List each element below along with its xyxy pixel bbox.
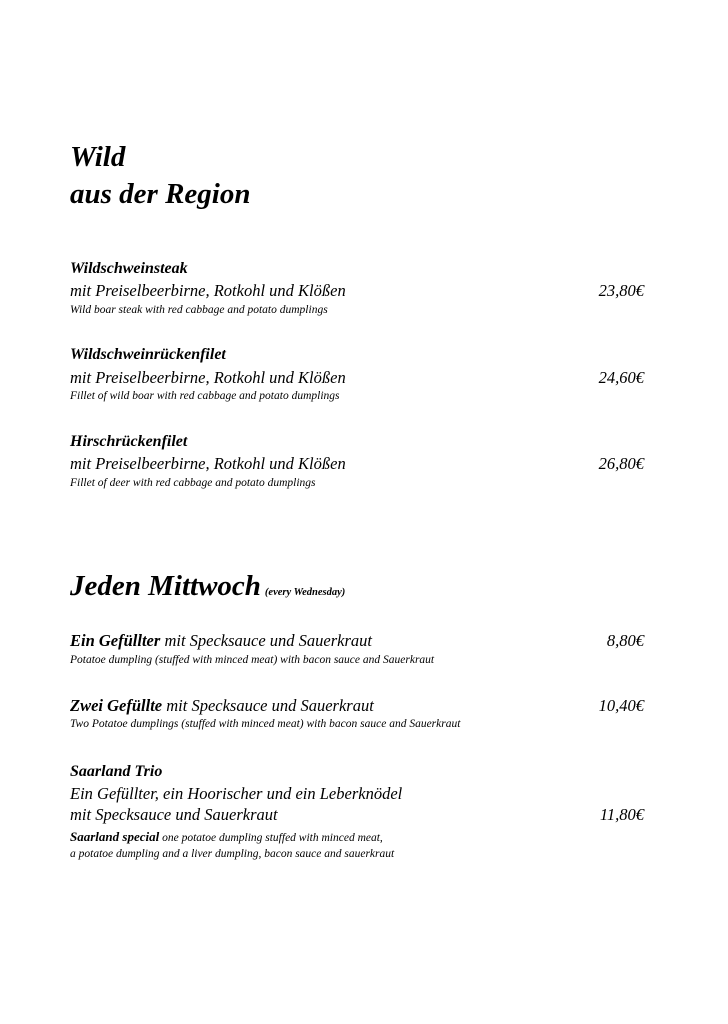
mittwoch-item-2-english: Two Potatoe dumplings (stuffed with minced meat) with bacon sauce and Sauerkraut — [70, 718, 461, 730]
mittwoch-heading — [70, 572, 345, 601]
wild-title-line2: aus der Region — [70, 178, 251, 210]
mittwoch-item-1-line — [70, 633, 372, 650]
wild-item-2-description: mit Preiselbeerbirne, Rotkohl und Klößen — [70, 368, 346, 387]
mittwoch-item-3-price: 11,80€ — [599, 805, 644, 824]
wild-item-3-name: Hirschrückenfilet — [70, 433, 188, 450]
mittwoch-subtitle: (every Wednesday) — [264, 587, 346, 598]
wild-title-line1: Wild — [70, 141, 126, 173]
mittwoch-item-3-english-line2: a potatoe dumpling and a liver dumpling, bacon sauce and sauerkraut — [70, 848, 395, 860]
wild-item-3-description: mit Preiselbeerbirne, Rotkohl und Klößen — [70, 454, 346, 473]
wild-item-3-price: 26,80€ — [598, 454, 644, 473]
mittwoch-item-1-price: 8,80€ — [606, 631, 644, 650]
mittwoch-item-2-price: 10,40€ — [598, 696, 644, 715]
mittwoch-item-2-name: Zwei Gefüllte — [70, 696, 163, 715]
mittwoch-item-3-english-label: Saarland special — [70, 829, 160, 844]
mittwoch-item-3-description-line2: mit Specksauce und Sauerkraut — [70, 805, 278, 824]
mittwoch-item-1-description: mit Specksauce und Sauerkraut — [160, 631, 373, 650]
mittwoch-title: Jeden Mittwoch — [70, 570, 261, 602]
mittwoch-item-3-description-line1: Ein Gefüllter, ein Hoorischer und ein Leberknödel — [70, 784, 403, 803]
mittwoch-item-1-english: Potatoe dumpling (stuffed with minced meat) with bacon sauce and Sauerkraut — [70, 654, 435, 666]
wild-item-2-english: Fillet of wild boar with red cabbage and potato dumplings — [70, 390, 340, 402]
mittwoch-item-1-name: Ein Gefüllter — [70, 631, 161, 650]
mittwoch-item-2-line — [70, 698, 374, 715]
wild-item-2-name: Wildschweinrückenfilet — [70, 346, 226, 363]
mittwoch-item-3-name: Saarland Trio — [70, 763, 163, 780]
wild-item-1-english: Wild boar steak with red cabbage and potato dumplings — [70, 304, 328, 316]
mittwoch-item-3-english-line1 — [70, 830, 383, 845]
wild-item-2-price: 24,60€ — [598, 368, 644, 387]
wild-item-1-name: Wildschweinsteak — [70, 260, 188, 277]
mittwoch-item-3-english-text1: one potatoe dumpling stuffed with minced meat, — [159, 832, 383, 844]
wild-item-1-price: 23,80€ — [598, 281, 644, 300]
wild-item-3-english: Fillet of deer with red cabbage and potato dumplings — [70, 477, 316, 489]
mittwoch-item-2-description: mit Specksauce und Sauerkraut — [162, 696, 374, 715]
wild-item-1-description: mit Preiselbeerbirne, Rotkohl und Klößen — [70, 281, 346, 300]
